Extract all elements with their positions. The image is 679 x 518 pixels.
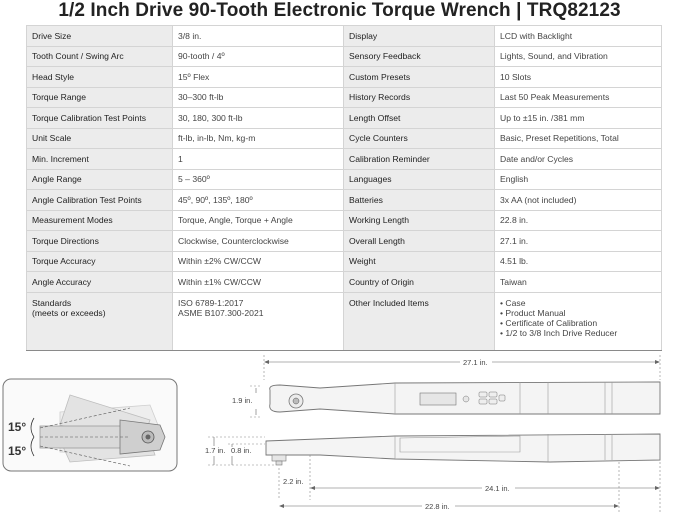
flex-head-diagram (3, 379, 177, 471)
spec-label: Batteries (344, 190, 495, 211)
wrench-side-view (266, 434, 660, 465)
spec-value: LCD with Backlight (495, 26, 662, 47)
spec-label: Working Length (344, 210, 495, 231)
spec-value: Clockwise, Counterclockwise (173, 231, 344, 252)
spec-value: Up to ±15 in. /381 mm (495, 108, 662, 129)
head-width-dimension (232, 386, 262, 417)
spec-label: Calibration Reminder (344, 149, 495, 170)
spec-label: Display (344, 26, 495, 47)
spec-label: Angle Range (27, 169, 173, 190)
drive-offset-dimension (279, 455, 310, 500)
spec-value: 30, 180, 300 ft-lb (173, 108, 344, 129)
handle-length-label: 24.1 in. (485, 484, 510, 493)
other-item: • Certificate of Calibration (500, 318, 656, 328)
spec-value: Basic, Preset Repetitions, Total (495, 128, 662, 149)
head-width-label: 1.9 in. (232, 396, 253, 405)
handle-length-dimension (310, 462, 660, 512)
side-height-label: 1.7 in. (205, 446, 226, 455)
spec-value: 3x AA (not included) (495, 190, 662, 211)
spec-value: 22.8 in. (495, 210, 662, 231)
spec-label: Length Offset (344, 108, 495, 129)
flex-down-angle: 15° (8, 444, 27, 458)
spec-value: Lights, Sound, and Vibration (495, 46, 662, 67)
spec-value: Torque, Angle, Torque + Angle (173, 210, 344, 231)
flex-up-angle: 15° (8, 420, 27, 434)
spec-value: 1 (173, 149, 344, 170)
standard-value: ISO 6789-1:2017 (178, 297, 244, 308)
spec-value: Taiwan (495, 272, 662, 293)
other-items-label: Other Included Items (344, 292, 495, 350)
spec-label: Torque Directions (27, 231, 173, 252)
spec-label: Languages (344, 169, 495, 190)
page-title: 1/2 Inch Drive 90-Tooth Electronic Torque Wrench | TRQ82123 (58, 0, 621, 21)
spec-label: Tooth Count / Swing Arc (27, 46, 173, 67)
spec-label: Measurement Modes (27, 210, 173, 231)
spec-label: Cycle Counters (344, 128, 495, 149)
spec-label: Torque Calibration Test Points (27, 108, 173, 129)
spec-value: 45º, 90º, 135º, 180º (173, 190, 344, 211)
spec-label: Torque Range (27, 87, 173, 108)
drive-offset-label: 2.2 in. (283, 477, 304, 486)
spec-label: History Records (344, 87, 495, 108)
overall-length-label: 27.1 in. (463, 358, 488, 367)
spec-label: Torque Accuracy (27, 251, 173, 272)
spec-label: Sensory Feedback (344, 46, 495, 67)
standards-label-sub: (meets or exceeds) (32, 307, 106, 318)
drive-height-label: 0.8 in. (231, 446, 252, 455)
side-height-dimension (205, 437, 275, 465)
other-item: • 1/2 to 3/8 Inch Drive Reducer (500, 328, 656, 338)
spec-value: 15º Flex (173, 67, 344, 88)
spec-value: ft-lb, in-lb, Nm, kg-m (173, 128, 344, 149)
other-item: • Case (500, 298, 656, 308)
spec-label: Angle Accuracy (27, 272, 173, 293)
spec-value: 30–300 ft-lb (173, 87, 344, 108)
working-length-label: 22.8 in. (425, 502, 450, 511)
spec-label: Angle Calibration Test Points (27, 190, 173, 211)
spec-label: Drive Size (27, 26, 173, 47)
overall-length-dimension (264, 355, 660, 380)
spec-value: Within ±2% CW/CCW (173, 251, 344, 272)
spec-value: Last 50 Peak Measurements (495, 87, 662, 108)
spec-value: 5 – 360º (173, 169, 344, 190)
spec-value: 27.1 in. (495, 231, 662, 252)
spec-label: Unit Scale (27, 128, 173, 149)
spec-label: Head Style (27, 67, 173, 88)
spec-label: Custom Presets (344, 67, 495, 88)
spec-value: 10 Slots (495, 67, 662, 88)
spec-value: English (495, 169, 662, 190)
spec-label: Min. Increment (27, 149, 173, 170)
other-item: • Product Manual (500, 308, 656, 318)
spec-label: Weight (344, 251, 495, 272)
spec-label: Country of Origin (344, 272, 495, 293)
spec-value: Within ±1% CW/CCW (173, 272, 344, 293)
standard-value: ASME B107.300-2021 (178, 307, 264, 318)
working-length-dimension (279, 462, 619, 512)
wrench-top-view (270, 382, 660, 414)
standards-label: Standards (32, 297, 72, 308)
spec-value: 3/8 in. (173, 26, 344, 47)
spec-value: Date and/or Cycles (495, 149, 662, 170)
spec-value: 4.51 lb. (495, 251, 662, 272)
spec-value: 90-tooth / 4º (173, 46, 344, 67)
spec-label: Overall Length (344, 231, 495, 252)
